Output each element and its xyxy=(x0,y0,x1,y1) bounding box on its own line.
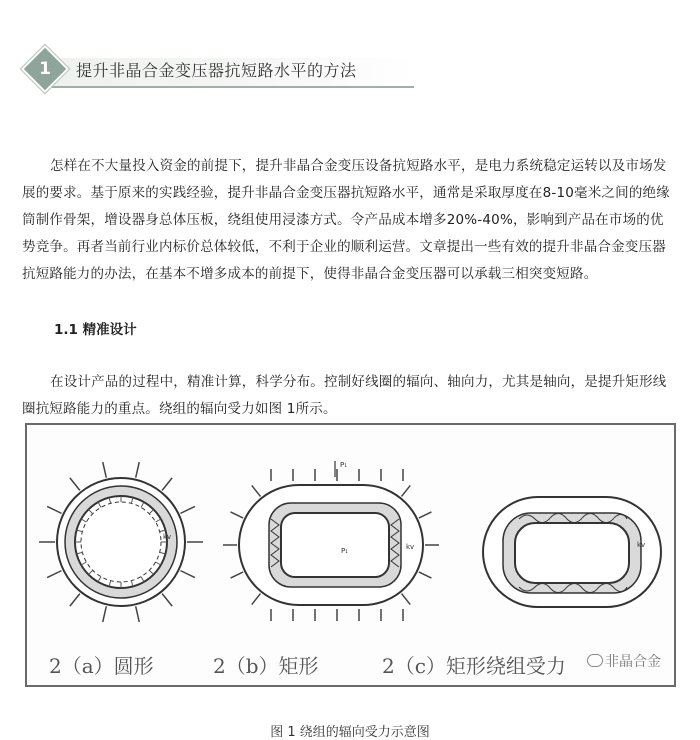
watermark-text: 非晶合金 xyxy=(605,654,661,670)
deformed-winding xyxy=(483,497,661,607)
intro-paragraph: 怎样在不大量投入资金的前提下，提升非晶合金变压设备抗短路水平，是电力系统稳定运转以及市场发展的要求。基于原来的实践经验，提升非晶合金变压器抗短路水平，通常是采取厚度在8-10毫米之间的绝缘筒制作骨架，增设器身总体压板，绕组使用浸漆方式。令产品成本增多20%-40%，影响到产品在市场的优势竞争。再者当前行业内标价总体较低，不利于企业的顺利运营。文章提出一些有效的提升非晶合金变压器抗短路能力的办法，在基本不增多成本的前提下，使得非晶合金变压器可以承载三相突变短路。 xyxy=(22,158,670,282)
force-arrow xyxy=(136,606,140,622)
force-arrow xyxy=(162,594,172,607)
subsection-title: 1.1 精准设计 xyxy=(54,322,137,338)
force-arrow xyxy=(180,506,194,513)
wechat-icon xyxy=(587,654,603,667)
kv-label-a: kv xyxy=(163,533,172,541)
caption-rectangular-force: 2（c）矩形绕组受力 xyxy=(382,654,566,678)
force-arrow xyxy=(231,512,244,518)
p1-label-inner: P₁ xyxy=(341,547,349,555)
force-arrow xyxy=(419,572,432,578)
force-arrow xyxy=(252,594,261,605)
section-heading xyxy=(22,46,414,90)
section-title: 提升非晶合金变压器抗短路水平的方法 xyxy=(76,61,357,80)
p1-label-outer: P₁ xyxy=(340,461,348,469)
force-arrow xyxy=(103,462,107,478)
force-arrow xyxy=(70,478,80,491)
force-arrow xyxy=(47,571,61,578)
force-arrow xyxy=(162,478,172,491)
watermark xyxy=(587,651,661,671)
figure-caption: 图 1 绕组的辐向受力示意图 xyxy=(270,725,430,740)
winding-force-figure xyxy=(25,423,676,687)
force-arrow xyxy=(103,606,107,622)
force-arrow xyxy=(47,506,61,513)
kv-label-b: kv xyxy=(406,543,415,551)
force-arrow xyxy=(402,594,411,605)
force-arrow xyxy=(252,485,261,496)
circular-winding xyxy=(39,462,203,622)
force-arrow xyxy=(136,462,140,478)
force-arrow xyxy=(70,594,80,607)
force-arrow xyxy=(419,512,432,518)
heading-number: 1 xyxy=(39,59,51,79)
force-arrow xyxy=(180,571,194,578)
winding-diagram xyxy=(27,425,674,685)
design-paragraph: 在设计产品的过程中，精准计算，科学分布。控制好线圈的辐向、轴向力，尤其是轴向，是提升矩形线圈抗短路能力的重点。绕组的辐向受力如图 1所示。 xyxy=(22,374,667,417)
kv-label-c: kv xyxy=(637,541,646,549)
caption-circular: 2（a）圆形 xyxy=(49,654,154,678)
force-arrow xyxy=(231,572,244,578)
caption-rectangular: 2（b）矩形 xyxy=(213,654,319,678)
force-arrow xyxy=(402,485,411,496)
rectangular-winding xyxy=(223,461,439,621)
